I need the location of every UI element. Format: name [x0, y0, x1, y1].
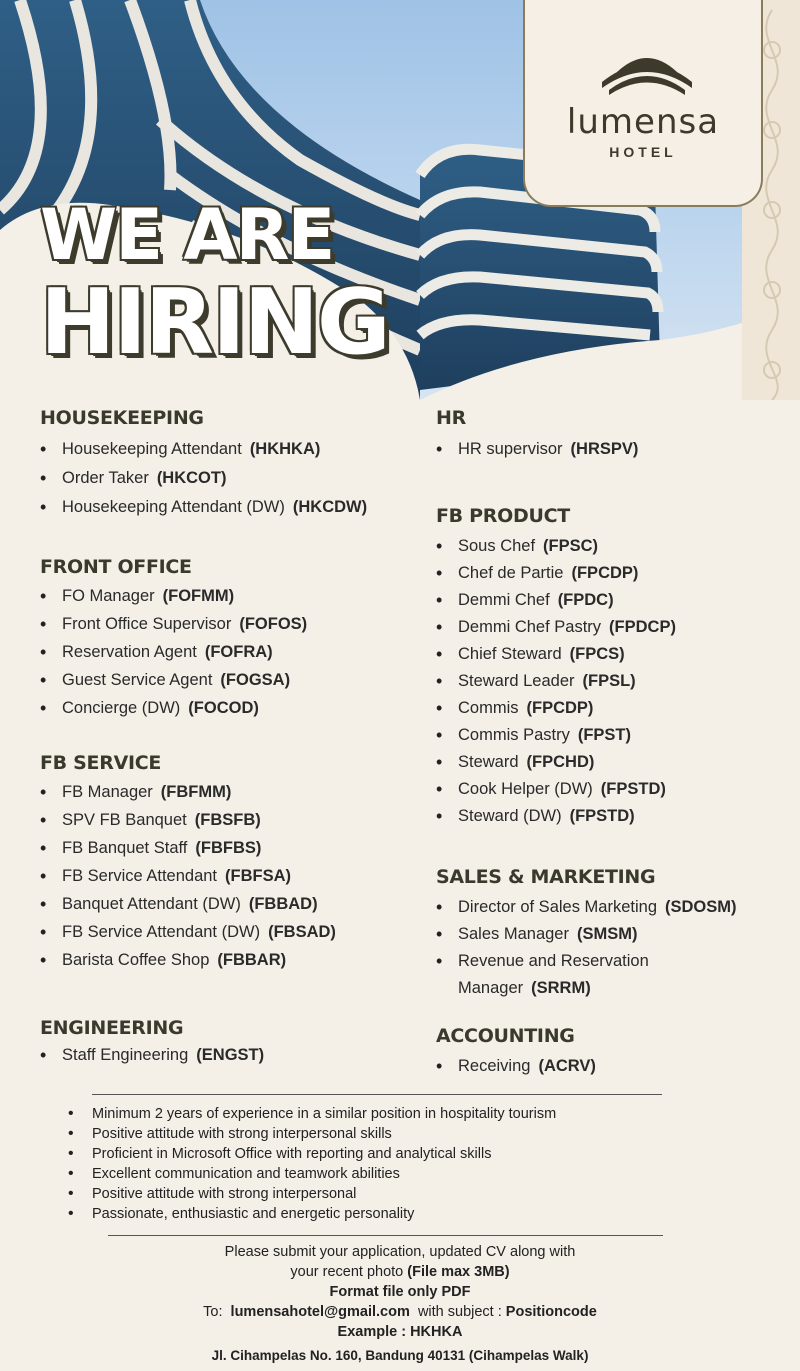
section-engineering	[40, 1017, 264, 1070]
list-item: • Housekeeping Attendant (DW) (HKCDW)	[40, 493, 367, 522]
list-item: • FB Manager (FBFMM)	[40, 778, 336, 806]
divider-bottom	[108, 1235, 663, 1236]
section-title: FB SERVICE	[40, 752, 162, 774]
list-item: • Housekeeping Attendant (HKHKA)	[40, 435, 367, 464]
requirement-item: • Excellent communication and teamwork abilities	[68, 1164, 728, 1184]
footer-format: Format file only PDF	[329, 1284, 471, 1300]
list-item: • Sales Manager (SMSM)	[436, 921, 737, 948]
footer-line2: your recent photo (File max 3MB)	[290, 1264, 510, 1280]
list-item: • Staff Engineering (ENGST)	[40, 1041, 264, 1070]
list-item: • Revenue and Reservation Manager (SRRM)	[436, 948, 688, 1002]
list-item: • Front Office Supervisor (FOFOS)	[40, 610, 307, 638]
divider-top	[92, 1094, 662, 1095]
list-item: • Chief Steward (FPCS)	[436, 641, 676, 668]
requirements-list	[68, 1104, 728, 1224]
list-item: • FB Banquet Staff (FBFBS)	[40, 834, 336, 862]
list-item: • FB Service Attendant (DW) (FBSAD)	[40, 918, 336, 946]
section-fb-service	[40, 752, 336, 974]
section-hr	[436, 407, 638, 464]
section-title: SALES & MARKETING	[436, 866, 656, 888]
list-item: • Demmi Chef Pastry (FPDCP)	[436, 614, 676, 641]
list-item: • Banquet Attendant (DW) (FBBAD)	[40, 890, 336, 918]
section-title: HOUSEKEEPING	[40, 407, 204, 429]
footer-example: Example : HKHKA	[337, 1324, 463, 1340]
list-item: • Commis Pastry (FPST)	[436, 722, 676, 749]
list-item: • Demmi Chef (FPDC)	[436, 587, 676, 614]
section-front-office	[40, 556, 307, 722]
brand-sub: HOTEL	[609, 144, 677, 160]
hero-banner	[0, 0, 800, 400]
list-item: • Steward Leader (FPSL)	[436, 668, 676, 695]
section-sales-marketing	[436, 866, 737, 1002]
list-item: • Order Taker (HKCOT)	[40, 464, 367, 493]
list-item: • HR supervisor (HRSPV)	[436, 435, 638, 464]
requirement-item: • Positive attitude with strong interpersonal skills	[68, 1124, 728, 1144]
hotel-logo	[523, 0, 763, 207]
list-item: • FO Manager (FOFMM)	[40, 582, 307, 610]
footer-line1: Please submit your application, updated CV along with	[224, 1244, 576, 1260]
brand-name: lumensa	[566, 102, 720, 142]
requirement-item: • Positive attitude with strong interpersonal	[68, 1184, 728, 1204]
requirement-item: • Minimum 2 years of experience in a similar position in hospitality tourism	[68, 1104, 728, 1124]
list-item: • Barista Coffee Shop (FBBAR)	[40, 946, 336, 974]
list-item: • Steward (DW) (FPSTD)	[436, 803, 676, 830]
section-accounting	[436, 1025, 596, 1080]
list-item: • Director of Sales Marketing (SDOSM)	[436, 894, 737, 921]
list-item: • Commis (FPCDP)	[436, 695, 676, 722]
list-item: • Steward (FPCHD)	[436, 749, 676, 776]
section-title: HR	[436, 407, 466, 429]
requirement-item: • Proficient in Microsoft Office with reporting and analytical skills	[68, 1144, 728, 1164]
wave-logo-icon	[597, 52, 697, 98]
footer-contact: To: lumensahotel@gmail.com with subject : Positioncode	[203, 1304, 597, 1320]
list-item: • Receiving (ACRV)	[436, 1053, 596, 1080]
section-fb-product	[436, 505, 676, 830]
list-item: • Chef de Partie (FPCDP)	[436, 560, 676, 587]
section-title: ACCOUNTING	[436, 1025, 575, 1047]
list-item: • Cook Helper (DW) (FPSTD)	[436, 776, 676, 803]
section-title: FB PRODUCT	[436, 505, 570, 527]
list-item: • FB Service Attendant (FBFSA)	[40, 862, 336, 890]
email-link[interactable]: lumensahotel@gmail.com	[230, 1304, 410, 1320]
section-title: FRONT OFFICE	[40, 556, 192, 578]
list-item: • Guest Service Agent (FOGSA)	[40, 666, 307, 694]
list-item: • SPV FB Banquet (FBSFB)	[40, 806, 336, 834]
list-item: • Concierge (DW) (FOCOD)	[40, 694, 307, 722]
requirement-item: • Passionate, enthusiastic and energetic personality	[68, 1204, 728, 1224]
headline-line1: WE ARE	[40, 194, 334, 276]
footer-address: Jl. Cihampelas No. 160, Bandung 40131 (Cihampelas Walk)	[211, 1348, 589, 1363]
section-title: ENGINEERING	[40, 1017, 184, 1039]
list-item: • Sous Chef (FPSC)	[436, 533, 676, 560]
headline-line2: HIRING	[40, 270, 389, 375]
list-item: • Reservation Agent (FOFRA)	[40, 638, 307, 666]
section-housekeeping	[40, 407, 367, 522]
